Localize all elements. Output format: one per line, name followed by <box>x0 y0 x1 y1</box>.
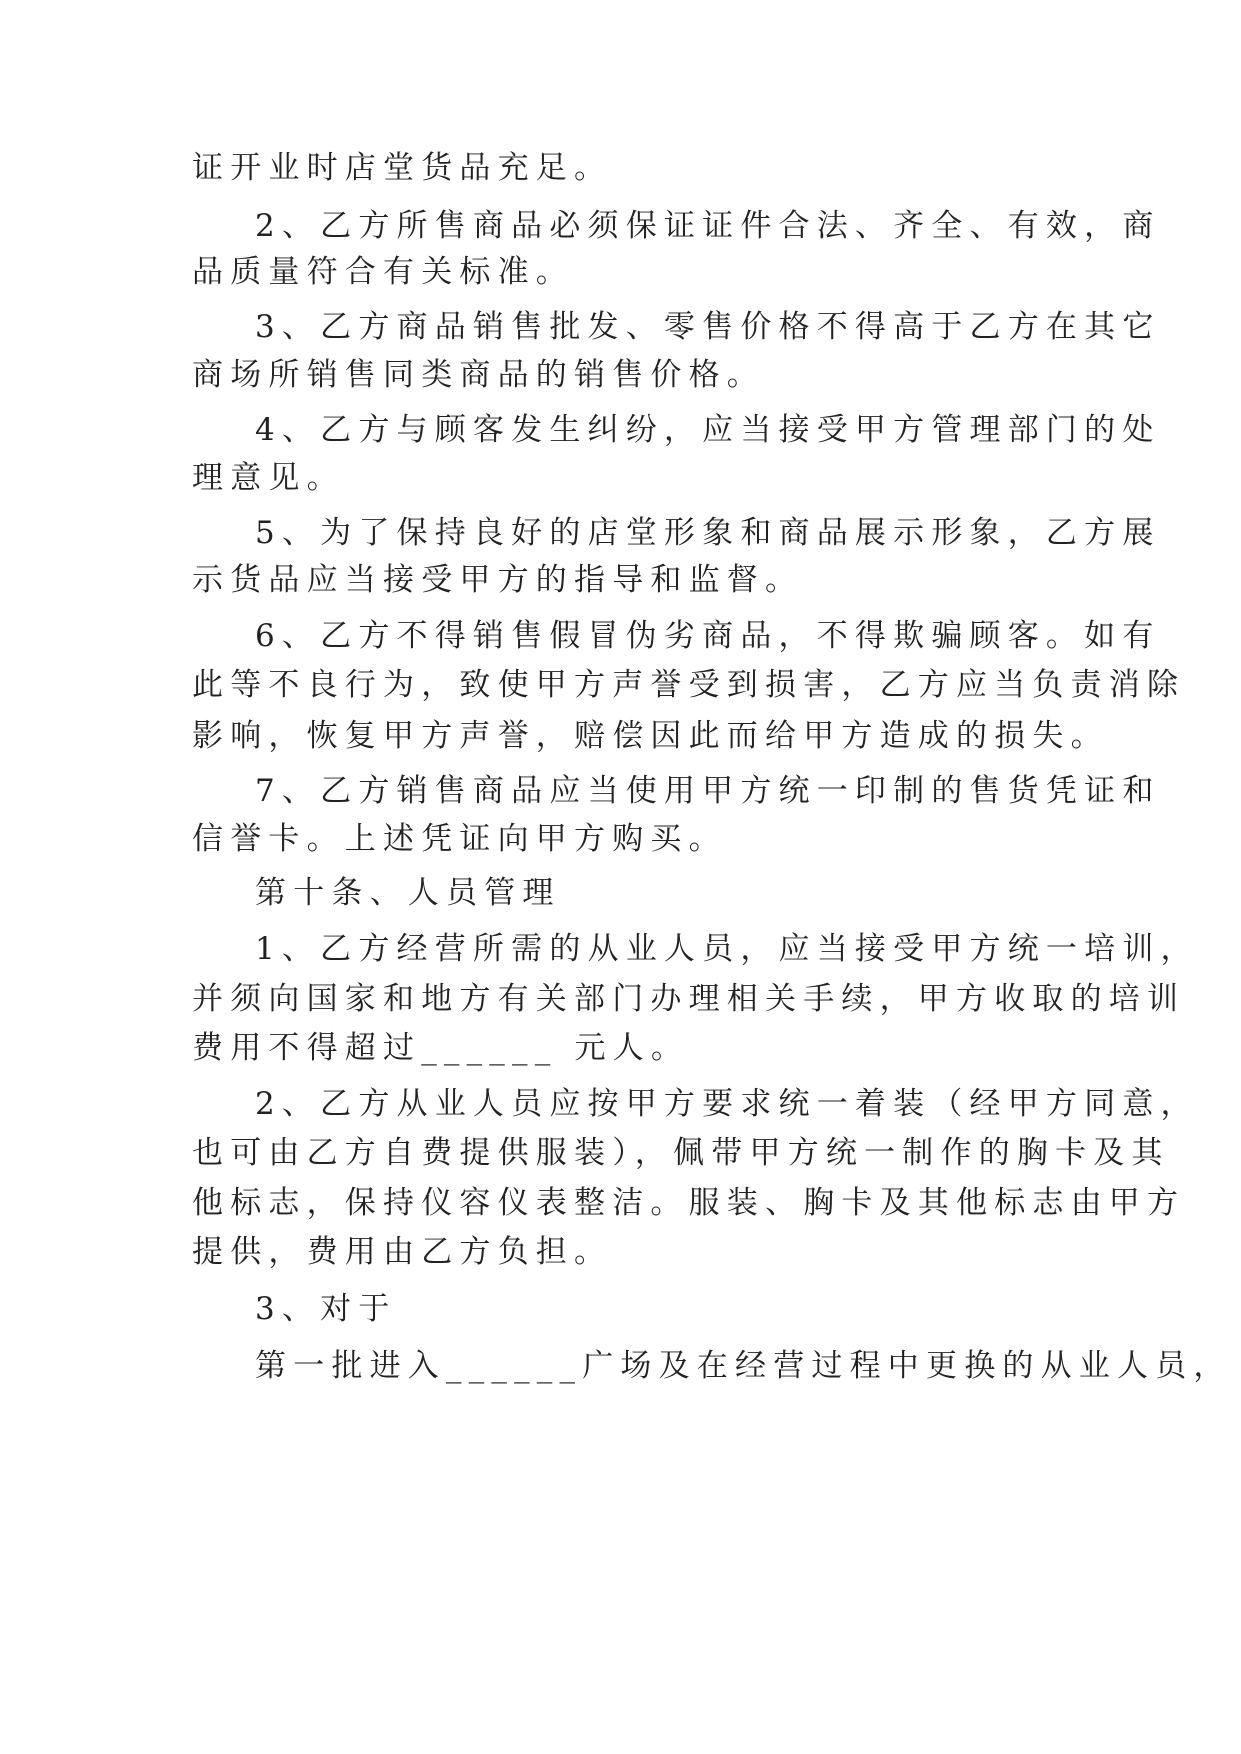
text-line-9: 示货品应当接受甲方的指导和监督。 <box>192 562 804 598</box>
text-line-5: 商场所销售同类商品的销售价格。 <box>192 357 765 393</box>
text-line-13: 7、乙方销售商品应当使用甲方统一印制的售货凭证和 <box>255 773 1161 809</box>
text-line-10: 6、乙方不得销售假冒伪劣商品，不得欺骗顾客。如有 <box>255 618 1161 654</box>
text-line-24: 第一批进入______广场及在经营过程中更换的从业人员， <box>255 1348 1232 1384</box>
section-heading: 第十条、人员管理 <box>255 875 561 911</box>
text-line-11: 此等不良行为，致使甲方声誉受到损害，乙方应当负责消除 <box>192 667 1186 703</box>
text-line-18: 费用不得超过______ 元人。 <box>192 1030 690 1066</box>
text-line-2: 2、乙方所售商品必须保证证件合法、齐全、有效，商 <box>255 208 1161 244</box>
text-line-17: 并须向国家和地方有关部门办理相关手续，甲方收取的培训 <box>192 981 1186 1017</box>
text-line-12: 影响，恢复甲方声誉，赔偿因此而给甲方造成的损失。 <box>192 718 1109 754</box>
text-line-21: 他标志，保持仪容仪表整洁。服装、胸卡及其他标志由甲方 <box>192 1185 1186 1221</box>
text-line-4: 3、乙方商品销售批发、零售价格不得高于乙方在其它 <box>255 309 1161 345</box>
text-line-1: 证开业时店堂货品充足。 <box>192 150 613 186</box>
text-line-23: 3、对于 <box>255 1291 397 1327</box>
text-line-3: 品质量符合有关标准。 <box>192 254 574 290</box>
text-line-8: 5、为了保持良好的店堂形象和商品展示形象，乙方展 <box>255 515 1161 551</box>
text-line-22: 提供，费用由乙方负担。 <box>192 1234 613 1270</box>
text-line-7: 理意见。 <box>192 460 345 496</box>
text-line-14: 信誉卡。上述凭证向甲方购买。 <box>192 821 727 857</box>
text-line-19: 2、乙方从业人员应按甲方要求统一着装（经甲方同意， <box>255 1086 1199 1122</box>
text-line-16: 1、乙方经营所需的从业人员，应当接受甲方统一培训， <box>255 931 1199 967</box>
text-line-6: 4、乙方与顾客发生纠纷，应当接受甲方管理部门的处 <box>255 412 1161 448</box>
text-line-20: 也可由乙方自费提供服装），佩带甲方统一制作的胸卡及其 <box>192 1135 1170 1171</box>
